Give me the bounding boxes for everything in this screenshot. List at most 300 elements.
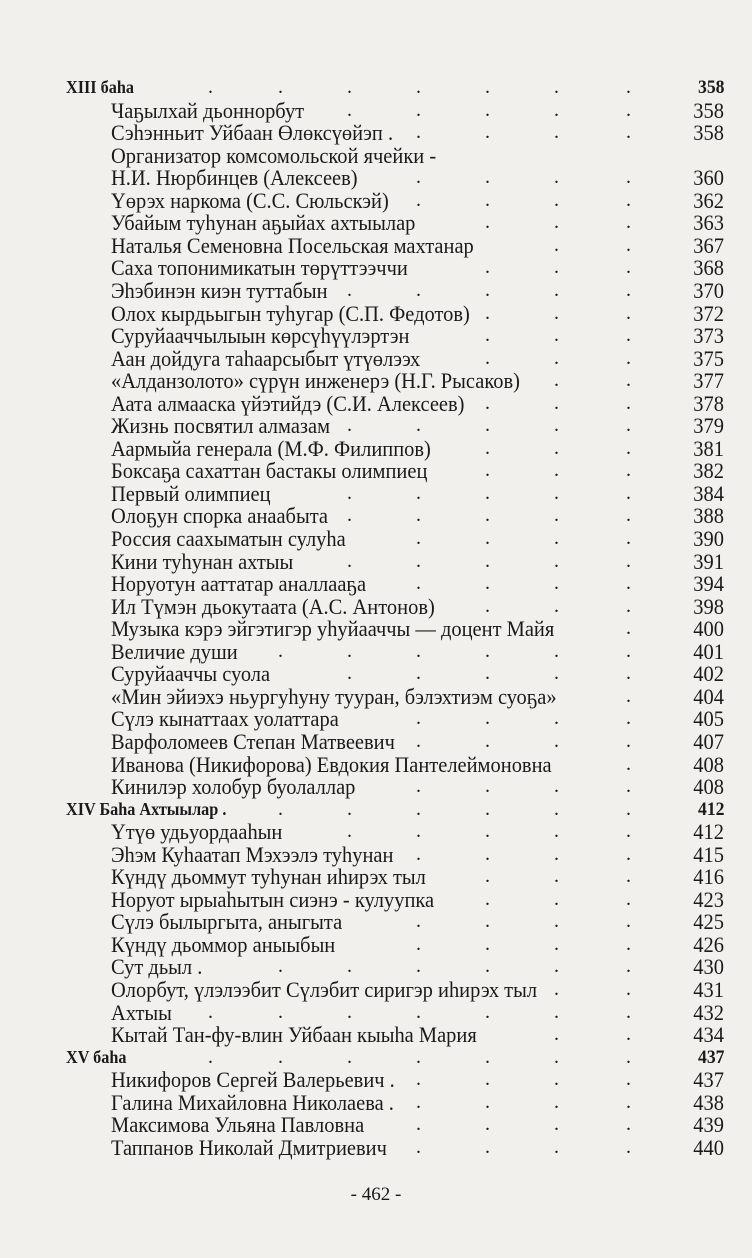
leader-dot: .	[626, 639, 631, 662]
entry-title: Суруйааччы суола	[111, 661, 271, 687]
entry-page-number: 438	[693, 1089, 724, 1115]
leader-dot: .	[554, 639, 559, 662]
leader-dot: .	[485, 1068, 490, 1091]
entry-title: Ил Түмэн дьокутаата (А.С. Антонов)	[111, 593, 435, 619]
entry-page-number: 408	[693, 774, 724, 800]
entry-page-number: 402	[693, 661, 724, 687]
leader-dot: .	[554, 729, 559, 752]
toc-entry	[0, 595, 752, 618]
entry-page-number: 440	[693, 1134, 724, 1160]
entry-title: Боксаҕа сахаттан бастакы олимпиец	[111, 458, 428, 484]
leader-dot: .	[416, 504, 421, 527]
toc-entry	[0, 775, 752, 798]
entry-title: «Мин эйиэхэ ньургуһуну тууран, бэлэхтиэм суоҕа»	[111, 683, 557, 709]
leader-dot: .	[416, 1045, 421, 1068]
leader-dot: .	[485, 955, 490, 978]
leader-dot: .	[416, 166, 421, 189]
leader-dot: .	[554, 481, 559, 504]
leader-dot: .	[554, 887, 559, 910]
entry-title: Музыка кэрэ эйгэтигэр уһуйааччы — доцент Майя	[111, 616, 555, 642]
toc-entry	[0, 121, 752, 144]
toc-entry	[0, 617, 752, 640]
leader-dot: .	[485, 887, 490, 910]
leader-dot: .	[626, 617, 631, 640]
entry-page-number: 430	[693, 954, 724, 980]
entry-title: Аармыйа генерала (М.Ф. Филиппов)	[111, 435, 431, 461]
toc-entry	[0, 1068, 752, 1091]
entry-page-number: 373	[693, 323, 724, 349]
entry-page-number: 425	[693, 909, 724, 935]
leader-dot: .	[416, 1090, 421, 1113]
leader-dot: .	[416, 1135, 421, 1158]
leader-dot: .	[485, 707, 490, 730]
leader-dot: .	[626, 865, 631, 888]
leader-dot: .	[626, 662, 631, 685]
entry-page-number: 388	[693, 503, 724, 529]
entry-title: Н.И. Нюрбинцев (Алексеев)	[111, 165, 358, 191]
entry-title: Россия саахыматын сулуһа	[111, 526, 346, 551]
leader-dot: .	[554, 527, 559, 549]
entry-title: Таппанов Николай Дмитриевич	[111, 1134, 387, 1160]
entry-title: Норуот ырыаһытын сиэнэ - кулуупка	[111, 886, 435, 912]
leader-dot: .	[416, 1113, 421, 1136]
leader-dot: .	[485, 121, 490, 144]
entry-title: Сүлэ былыргыта, аныгыта	[111, 909, 343, 935]
leader-dot: .	[626, 887, 631, 910]
leader-dot: .	[554, 820, 559, 843]
leader-dot: .	[347, 98, 352, 121]
entry-title: Эһэм Куһаатап Мэхээлэ туһунан	[111, 841, 394, 867]
leader-dot: .	[554, 391, 559, 414]
leader-dot: .	[554, 121, 559, 144]
toc-entry	[0, 459, 752, 482]
leader-dot: .	[554, 1023, 559, 1046]
entry-title: Жизнь посвятил алмазам	[111, 413, 331, 439]
leader-dot: .	[554, 98, 559, 121]
toc-entry	[0, 707, 752, 730]
entry-title: Ахтыы	[111, 999, 172, 1025]
toc-entry	[0, 166, 752, 189]
entry-page-number: 405	[693, 706, 724, 732]
entry-page-number: 378	[693, 390, 724, 416]
entry-page-number: 367	[693, 232, 724, 258]
entry-page-number: 375	[693, 345, 724, 371]
leader-dot: .	[347, 278, 352, 301]
leader-dot: .	[554, 594, 559, 617]
entry-title: Кинилэр холобур буолаллар	[111, 774, 356, 800]
leader-dot: .	[485, 1000, 490, 1023]
leader-dot: .	[554, 865, 559, 888]
leader-dot: .	[416, 955, 421, 978]
entry-page-number: 394	[693, 571, 724, 597]
leader-dot: .	[485, 414, 490, 437]
leader-dot: .	[416, 775, 421, 798]
leader-dot: .	[347, 504, 352, 527]
leader-dot: .	[554, 436, 559, 459]
leader-dot: .	[626, 955, 631, 978]
leader-dot: .	[554, 1068, 559, 1091]
leader-dot: .	[347, 797, 352, 820]
leader-dot: .	[626, 932, 631, 955]
toc-entry	[0, 504, 752, 527]
entry-title: Наталья Семеновна Посельская махтанар	[111, 232, 474, 258]
entry-page-number: 401	[693, 638, 724, 664]
leader-dot: .	[554, 188, 559, 211]
leader-dot: .	[485, 729, 490, 752]
entry-page-number: 431	[693, 977, 724, 1002]
toc-entry	[0, 550, 752, 573]
entry-page-number: 358	[697, 77, 724, 98]
leader-dot: .	[485, 436, 490, 459]
leader-dot: .	[626, 369, 631, 392]
leader-dot: .	[485, 594, 490, 617]
leader-dot: .	[554, 775, 559, 798]
leader-dot: .	[554, 414, 559, 437]
leader-dot: .	[278, 639, 283, 662]
leader-dot: .	[554, 211, 559, 234]
leader-dot: .	[626, 459, 631, 482]
entry-page-number: 415	[693, 841, 724, 867]
entry-page-number: 437	[693, 1067, 724, 1093]
entry-title: Күндү дьоммут туһунан иһирэх тыл	[111, 864, 426, 890]
leader-dot: .	[554, 166, 559, 189]
leader-dot: .	[208, 1000, 213, 1023]
toc-entry	[0, 820, 752, 843]
leader-dot: .	[626, 504, 631, 527]
entry-title: Эһэбинэн киэн туттабын	[111, 277, 328, 303]
leader-dot: .	[626, 775, 631, 798]
entry-page-number: 382	[693, 458, 724, 484]
leader-dot: .	[554, 842, 559, 865]
leader-dot: .	[626, 527, 631, 549]
toc-entry	[0, 955, 752, 978]
leader-dot: .	[626, 98, 631, 121]
entry-title: Чаҕылхай дьоннорбут	[111, 97, 305, 123]
leader-dot: .	[485, 1113, 490, 1136]
entry-title: Аата алмааска үйэтийдэ (С.И. Алексеев)	[111, 390, 465, 416]
leader-dot: .	[485, 481, 490, 504]
toc-entry	[0, 730, 752, 753]
leader-dot: .	[485, 256, 490, 279]
leader-dot: .	[416, 527, 421, 549]
leader-dot: .	[416, 639, 421, 662]
leader-dot: .	[416, 842, 421, 865]
entry-title: XIII баһа	[66, 77, 134, 97]
toc-entry	[0, 302, 752, 325]
leader-dot: .	[347, 414, 352, 437]
leader-dot: .	[208, 76, 213, 98]
entry-title: Сут дьыл .	[111, 954, 203, 980]
leader-dot: .	[485, 98, 490, 121]
leader-dot: .	[554, 1135, 559, 1158]
leader-dot: .	[416, 76, 421, 98]
toc-section-heading	[0, 76, 752, 99]
leader-dot: .	[347, 1000, 352, 1023]
leader-dot: .	[554, 910, 559, 933]
leader-dot: .	[485, 932, 490, 955]
entry-page-number: 358	[693, 120, 724, 146]
entry-title: Никифоров Сергей Валерьевич .	[111, 1067, 395, 1093]
entry-page-number: 391	[693, 548, 724, 574]
leader-dot: .	[626, 684, 631, 707]
leader-dot: .	[485, 324, 490, 347]
toc-entry	[0, 978, 752, 1001]
toc-entry	[0, 1091, 752, 1114]
toc-entry	[0, 888, 752, 911]
entry-page-number: 423	[693, 886, 724, 912]
leader-dot: .	[626, 1000, 631, 1023]
toc-entry	[0, 369, 752, 392]
entry-page-number: 362	[693, 187, 724, 213]
entry-title: Олоҕун спорка анаабыта	[111, 503, 328, 529]
entry-page-number: 398	[693, 593, 724, 619]
toc-entry	[0, 347, 752, 370]
entry-page-number: 437	[697, 1046, 724, 1068]
toc-entry	[0, 1001, 752, 1024]
entry-title: Үөрэх наркома (С.С. Сюльскэй)	[111, 187, 389, 213]
leader-dot: .	[554, 662, 559, 685]
entry-title: XV баһа	[66, 1046, 127, 1067]
leader-dot: .	[278, 797, 283, 820]
leader-dot: .	[485, 820, 490, 843]
leader-dot: .	[554, 978, 559, 1000]
entry-title: Норуотун ааттатар аналлааҕа	[111, 571, 367, 597]
page-number: - 462 -	[350, 1184, 402, 1205]
leader-dot: .	[626, 211, 631, 234]
entry-title: Саха топонимикатын төрүттээччи	[111, 255, 408, 281]
leader-dot: .	[485, 278, 490, 301]
entry-page-number: 372	[693, 300, 724, 326]
toc-entry	[0, 99, 752, 122]
toc-entry	[0, 572, 752, 595]
leader-dot: .	[485, 346, 490, 369]
entry-page-number: 407	[693, 728, 724, 754]
leader-dot: .	[626, 1113, 631, 1136]
toc-entry	[0, 324, 752, 347]
leader-dot: .	[626, 121, 631, 144]
entry-title: Галина Михайловна Николаева .	[111, 1089, 394, 1115]
toc-entry	[0, 1113, 752, 1136]
entry-page-number: 412	[697, 798, 724, 820]
entry-title: «Алданзолото» сүрүн инженерэ (Н.Г. Рысаков)	[111, 368, 520, 394]
entry-page-number: 434	[693, 1022, 724, 1048]
entry-page-number: 368	[693, 255, 724, 281]
toc-entry	[0, 843, 752, 866]
toc-entry	[0, 1023, 752, 1046]
leader-dot: .	[554, 549, 559, 572]
leader-dot: .	[208, 1045, 213, 1068]
entry-title: Первый олимпиец	[111, 480, 271, 506]
leader-dot: .	[485, 865, 490, 888]
entry-title: Максимова Ульяна Павловна	[111, 1112, 365, 1138]
toc-entry	[0, 144, 752, 167]
leader-dot: .	[626, 549, 631, 572]
leader-dot: .	[485, 1090, 490, 1113]
leader-dot: .	[626, 346, 631, 369]
leader-dot: .	[347, 639, 352, 662]
leader-dot: .	[416, 188, 421, 211]
leader-dot: .	[626, 594, 631, 617]
leader-dot: .	[278, 1000, 283, 1023]
entry-page-number: 408	[693, 751, 724, 777]
entry-page-number: 360	[693, 165, 724, 191]
entry-page-number: 404	[693, 683, 724, 709]
toc-entry	[0, 933, 752, 956]
toc-entry	[0, 234, 752, 257]
leader-dot: .	[485, 211, 490, 234]
entry-page-number: 390	[693, 526, 724, 551]
leader-dot: .	[626, 1045, 631, 1068]
leader-dot: .	[626, 188, 631, 211]
toc-section-heading	[0, 1046, 752, 1069]
leader-dot: .	[347, 820, 352, 843]
leader-dot: .	[554, 256, 559, 279]
leader-dot: .	[626, 414, 631, 437]
leader-dot: .	[416, 707, 421, 730]
toc-entry	[0, 414, 752, 437]
toc-entry	[0, 865, 752, 888]
leader-dot: .	[485, 549, 490, 572]
entry-page-number: 384	[693, 480, 724, 506]
leader-dot: .	[554, 346, 559, 369]
entry-page-number: 432	[693, 999, 724, 1025]
leader-dot: .	[278, 1045, 283, 1068]
leader-dot: .	[347, 481, 352, 504]
leader-dot: .	[416, 121, 421, 144]
leader-dot: .	[554, 324, 559, 347]
entry-title: Кытай Тан-фу-влин Уйбаан кыыһа Мария	[111, 1022, 477, 1048]
entry-title: Организатор комсомольской ячейки -	[111, 142, 437, 168]
entry-title: Суруйааччылыын көрсүһүүлэртэн	[111, 323, 410, 349]
leader-dot: .	[626, 324, 631, 347]
leader-dot: .	[485, 301, 490, 324]
leader-dot: .	[485, 166, 490, 189]
entry-page-number: 416	[693, 864, 724, 890]
leader-dot: .	[554, 797, 559, 820]
leader-dot: .	[416, 910, 421, 933]
leader-dot: .	[416, 572, 421, 595]
leader-dot: .	[626, 842, 631, 865]
leader-dot: .	[626, 1090, 631, 1113]
entry-page-number: 400	[693, 616, 724, 642]
leader-dot: .	[554, 301, 559, 324]
leader-dot: .	[485, 391, 490, 414]
entry-title: Олох кырдьыгын туһугар (С.П. Федотов)	[111, 300, 470, 326]
entry-page-number: 426	[693, 931, 724, 957]
leader-dot: .	[626, 233, 631, 256]
leader-dot: .	[554, 76, 559, 98]
toc-entry	[0, 392, 752, 415]
leader-dot: .	[626, 707, 631, 730]
leader-dot: .	[626, 278, 631, 301]
leader-dot: .	[485, 662, 490, 685]
entry-title: Сүлэ кынаттаах уолаттара	[111, 706, 339, 732]
entry-page-number: 370	[693, 277, 724, 303]
toc-entry	[0, 279, 752, 302]
leader-dot: .	[416, 481, 421, 504]
leader-dot: .	[626, 1023, 631, 1046]
entry-page-number: 439	[693, 1112, 724, 1138]
leader-dot: .	[554, 369, 559, 392]
leader-dot: .	[626, 820, 631, 843]
leader-dot: .	[416, 820, 421, 843]
leader-dot: .	[347, 549, 352, 572]
leader-dot: .	[626, 166, 631, 189]
leader-dot: .	[485, 188, 490, 211]
toc-entry	[0, 662, 752, 685]
leader-dot: .	[554, 572, 559, 595]
leader-dot: .	[416, 98, 421, 121]
toc-entry	[0, 1136, 752, 1159]
toc-entry	[0, 211, 752, 234]
leader-dot: .	[485, 76, 490, 98]
toc-entry	[0, 482, 752, 505]
toc-entry	[0, 189, 752, 212]
leader-dot: .	[554, 955, 559, 978]
leader-dot: .	[347, 76, 352, 98]
leader-dot: .	[485, 504, 490, 527]
leader-dot: .	[554, 504, 559, 527]
leader-dot: .	[485, 572, 490, 595]
entry-title: Убайым туһунан аҕыйах ахтыылар	[111, 210, 416, 236]
leader-dot: .	[626, 752, 631, 775]
entry-title: Кини туһунан ахтыы	[111, 548, 294, 574]
entry-page-number: 381	[693, 435, 724, 461]
leader-dot: .	[347, 955, 352, 978]
toc-entry	[0, 437, 752, 460]
leader-dot: .	[416, 729, 421, 752]
entry-title: Сэһэнньит Уйбаан Өлөксүөйэп .	[111, 120, 394, 146]
leader-dot: .	[485, 842, 490, 865]
leader-dot: .	[416, 278, 421, 301]
entry-page-number: 363	[693, 210, 724, 236]
leader-dot: .	[554, 1000, 559, 1023]
leader-dot: .	[554, 1113, 559, 1136]
leader-dot: .	[554, 1090, 559, 1113]
entry-page-number: 379	[693, 413, 724, 439]
entry-title: Күндү дьоммор аныыбын	[111, 931, 336, 957]
leader-dot: .	[626, 301, 631, 324]
toc-entry	[0, 640, 752, 663]
leader-dot: .	[554, 1045, 559, 1068]
leader-dot: .	[416, 662, 421, 685]
leader-dot: .	[416, 549, 421, 572]
toc-entry	[0, 256, 752, 279]
leader-dot: .	[278, 76, 283, 98]
leader-dot: .	[416, 797, 421, 820]
leader-dot: .	[626, 572, 631, 595]
entry-title: Величие души	[111, 638, 238, 664]
entry-page-number: 412	[693, 819, 724, 845]
leader-dot: .	[485, 459, 490, 482]
entry-title: XIV Баһа Ахтыылар .	[66, 798, 227, 819]
leader-dot: .	[626, 481, 631, 504]
leader-dot: .	[554, 278, 559, 301]
toc-entry	[0, 753, 752, 776]
toc-entry	[0, 527, 752, 550]
leader-dot: .	[347, 662, 352, 685]
entry-title: Иванова (Никифорова) Евдокия Пантелеймоновна	[111, 751, 552, 777]
entry-title: Аан дойдуга таһаарсыбыт үтүөлээх	[111, 345, 421, 371]
leader-dot: .	[416, 932, 421, 955]
leader-dot: .	[485, 775, 490, 798]
leader-dot: .	[485, 910, 490, 933]
toc-section-heading	[0, 798, 752, 821]
toc-entry	[0, 685, 752, 708]
leader-dot: .	[278, 955, 283, 978]
leader-dot: .	[626, 1135, 631, 1158]
entry-page-number: 377	[693, 368, 724, 394]
